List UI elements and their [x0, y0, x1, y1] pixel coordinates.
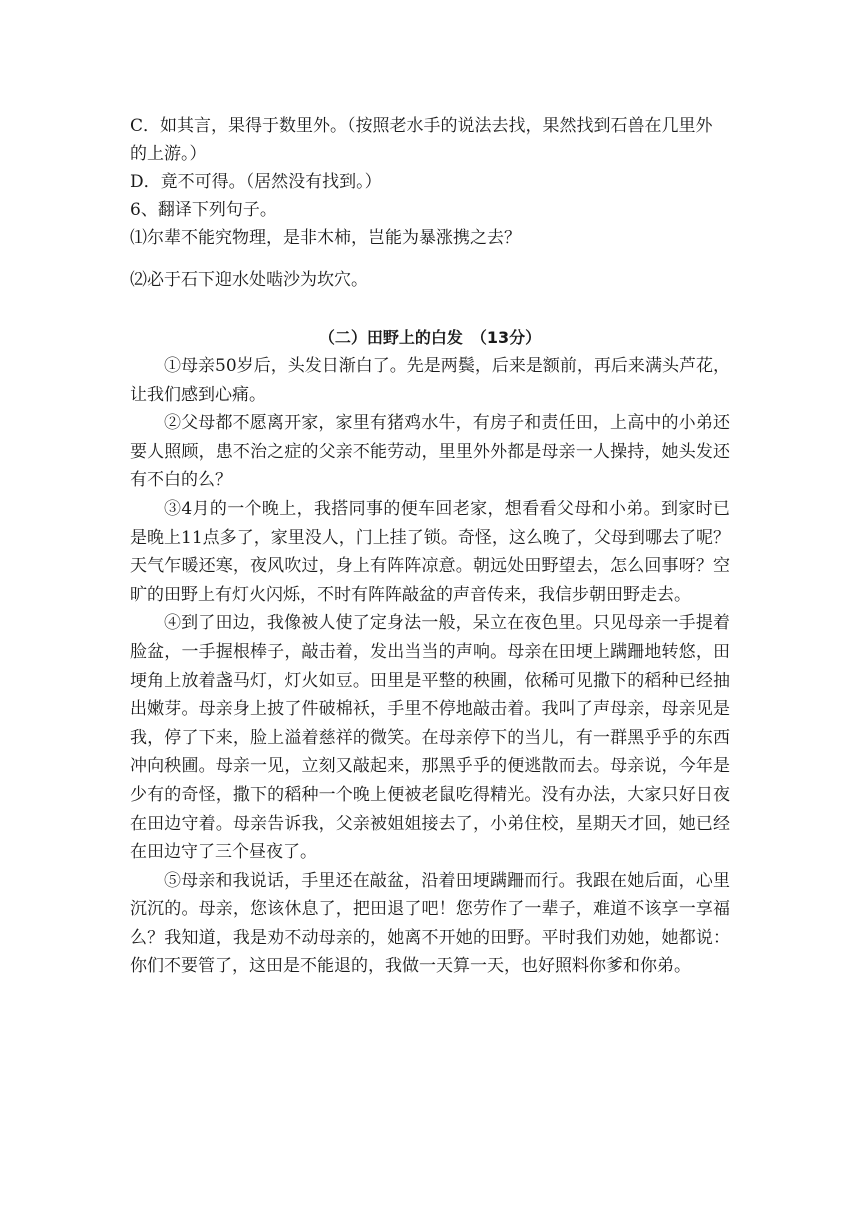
question-6-item-1: ⑴尔辈不能究物理，是非木柿，岂能为暴涨携之去？	[130, 228, 521, 248]
paragraph-2: ②父母都不愿离开家，家里有猪鸡水牛，有房子和责任田，上高中的小弟还要人照顾，患不治之症的父亲不能劳动，里里外外都是母亲一人操持，她头发还有不白的么？	[130, 413, 730, 491]
paragraph-1: ①母亲50岁后，头发日渐白了。先是两鬓，后来是额前，再后来满头芦花，让我们感到心痛。	[130, 356, 730, 405]
question-6: 6、翻译下列句子。	[130, 200, 277, 220]
option-c-line2: 的上游。）	[130, 144, 207, 164]
section-title: （二）田野上的白发 （13分）	[318, 328, 542, 347]
option-c-line1: C．如其言，果得于数里外。（按照老水手的说法去找，果然找到石兽在几里外	[130, 116, 713, 136]
document-page	[130, 112, 730, 981]
question-6-item-2: ⑵必于石下迎水处啮沙为坎穴。	[130, 270, 368, 290]
answer-space	[130, 252, 730, 266]
paragraph-4: ④到了田边，我像被人使了定身法一般，呆立在夜色里。只见母亲一手提着脸盆，一手握根棒子，敲击着，发出当当的声响。母亲在田埂上蹒跚地转悠，田埂角上放着盏马灯，灯火如豆。田里是平整的秧圃，依稀可见撒下的稻种已经抽出嫩芽。母亲身上披了件破棉袄，手里不停地敲击着。我叫了声母亲，母亲见是我，停了下来，脸上溢着慈祥的微笑。在母亲停下的当儿，有一群黑乎乎的东西冲向秧圃。母亲一见，立刻又敲起来，那黑乎乎的便逃散而去。母亲说，今年是少有的奇怪，撒下的稻种一个晚上便被老鼠吃得精光。没有办法，大家只好日夜在田边守着。母亲告诉我，父亲被姐姐接去了，小弟住校，星期天才回，她已经在田边守了三个昼夜了。	[130, 613, 730, 863]
paragraph-3: ③4月的一个晚上，我搭同事的便车回老家，想看看父母和小弟。到家时已是晚上11点多了，家里没人，门上挂了锁。奇怪，这么晚了，父母到哪去了呢？天气乍暖还寒，夜风吹过，身上有阵阵凉意。朝远处田野望去，怎么回事呀？空旷的田野上有灯火闪烁，不时有阵阵敲盆的声音传来，我信步朝田野走去。	[130, 498, 730, 605]
paragraph-5: ⑤母亲和我说话，手里还在敲盆，沿着田埂蹒跚而行。我跟在她后面，心里沉沉的。母亲，您该休息了，把田退了吧！您劳作了一辈子，难道不该享一享福么？我知道，我是劝不动母亲的，她离不开她的田野。平时我们劝她，她都说：你们不要管了，这田是不能退的，我做一天算一天，也好照料你爹和你弟。	[130, 870, 730, 977]
section-gap	[130, 294, 730, 324]
option-d: D．竟不可得。（居然没有找到。）	[130, 172, 382, 192]
